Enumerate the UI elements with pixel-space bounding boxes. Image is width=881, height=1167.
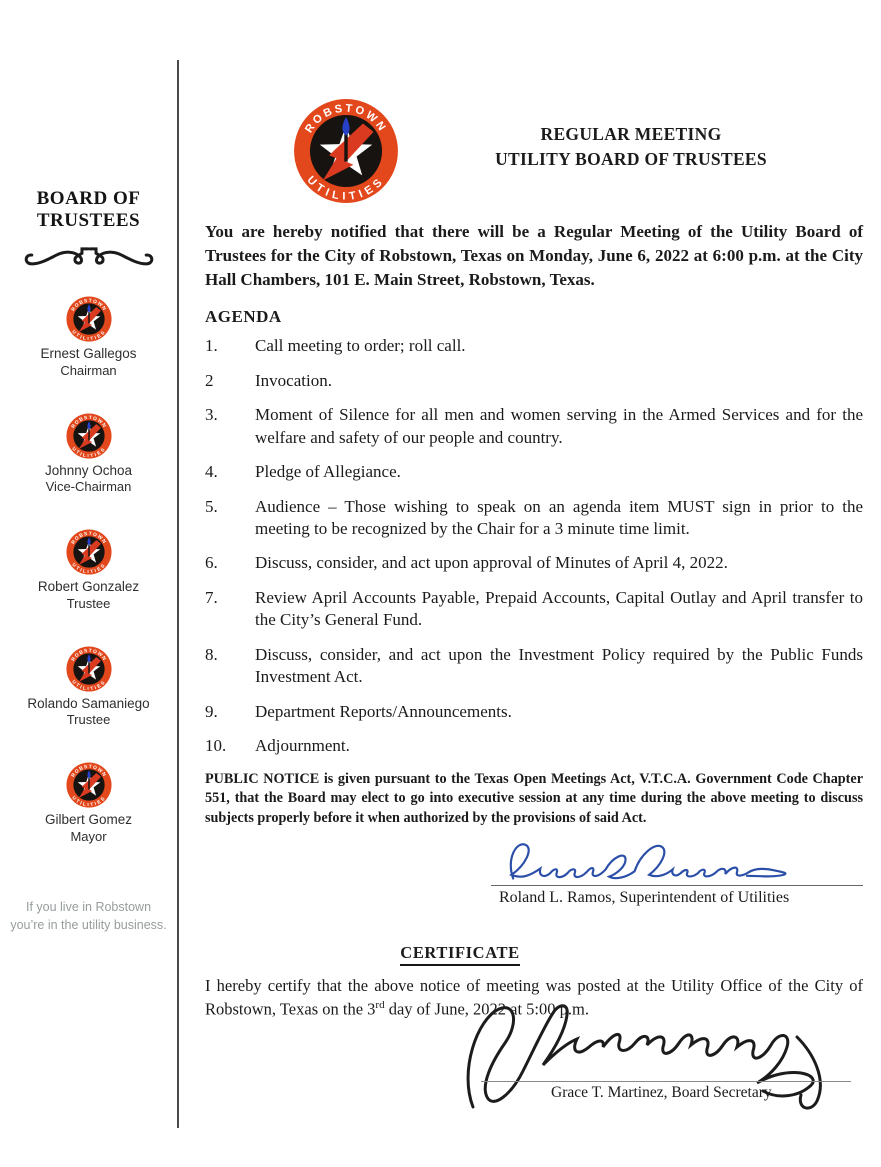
agenda-item [205,461,863,483]
secretary-signature-block [463,1005,863,1109]
page-title [399,98,863,171]
document-header [205,98,863,204]
robstown-utilities-logo-icon [293,98,399,204]
agenda-item-text: Audience – Those wishing to speak on an agenda item MUST sign in prior to the meeting to be recognized by the Chair for a 3 minute time limit. [255,496,863,538]
certificate-heading: CERTIFICATE [400,943,519,966]
trustee-name: Rolando Samaniego [27,695,150,711]
agenda-item [205,335,863,357]
agenda-item-text: Discuss, consider, and act upon the Investment Policy required by the Public Funds Investment Act. [255,644,863,687]
motto-line1: If you live in Robstown [25,900,152,914]
agenda-item-number: 1. [205,336,218,356]
agenda-item-number: 4. [205,462,218,482]
agenda-item-number: 8. [205,644,218,664]
agenda-item [205,735,863,757]
board-title: UTILITY BOARD OF TRUSTEES [495,148,767,169]
agenda-item-number: 5. [205,496,218,516]
signature-line [491,885,863,886]
sidebar-heading-line2: TRUSTEES [36,210,141,232]
agenda-item [205,587,863,632]
sidebar-motto [0,898,177,934]
agenda-heading: AGENDA [205,307,282,327]
agenda-item-number: 9. [205,701,218,721]
robstown-utilities-logo-icon [66,296,112,342]
notice-body [205,98,863,1109]
signature-line [481,1081,851,1082]
sidebar-heading-line1: BOARD OF [36,188,141,209]
agenda-item-number: 2 [205,370,214,390]
agenda-item-text: Invocation. [255,370,332,390]
motto-line2: you’re in the utility business. [10,918,167,933]
sidebar-heading [0,188,177,233]
superintendent-name-line: Roland L. Ramos, Superintendent of Utilities [499,889,790,907]
agenda-item [205,701,863,723]
vertical-divider [177,60,179,1128]
agenda-list [205,335,863,757]
certificate-text-part1: I hereby certify that the above notice of meeting was posted at the Utility Office of the City of Robstown, Texas on the 3 [205,976,863,1019]
agenda-item-text: Discuss, consider, and act upon approval of Minutes of April 4, 2022. [255,553,728,573]
agenda-item-number: 7. [205,587,218,607]
agenda-item-text: Pledge of Allegiance. [255,462,401,482]
agenda-item [205,404,863,449]
list-item-trustee [0,413,177,496]
agenda-item-text: Department Reports/Announcements. [255,701,512,721]
list-item-trustee [0,296,177,379]
robstown-utilities-logo-icon [66,529,112,575]
certificate-text-part2: day of June, 2022 at 5:00 p.m. [384,999,589,1019]
list-item-trustee [0,646,177,729]
trustee-title: Vice-Chairman [45,479,132,495]
superintendent-signature-block [491,839,863,921]
agenda-item-number: 3. [205,405,218,425]
meeting-notice-paragraph: You are hereby notified that there will be a Regular Meeting of the Utility Board of Trustees for the City of Robstown, Texas on Monday, June 6, 2022 at 6:00 p.m. at the City Hall Chambers, 101 E. Main Street, Robstown, Texas. [205,222,863,290]
trustee-title: Trustee [66,712,111,728]
agenda-item-text: Call meeting to order; roll call. [255,336,466,356]
trustee-name: Johnny Ochoa [44,462,133,478]
flourish-ornament-icon [23,241,155,273]
agenda-item [205,552,863,574]
public-notice-paragraph: PUBLIC NOTICE is given pursuant to the Texas Open Meetings Act, V.T.C.A. Government Code Chapter 551, that the Board may elect to go into executive session at any time during the above meeting to discuss subjects properly before it when authorized by the provisions of said Act. [205,770,863,827]
agenda-item-number: 6. [205,553,218,573]
agenda-item [205,370,863,392]
certificate-ordinal: rd [375,998,385,1011]
agenda-item-text: Adjournment. [255,736,350,756]
trustee-name: Ernest Gallegos [40,346,137,362]
robstown-utilities-logo-icon [66,762,112,808]
list-item-trustee [0,762,177,845]
trustee-title: Mayor [70,828,107,844]
trustee-title: Trustee [66,595,111,611]
list-item-trustee [0,529,177,612]
robstown-utilities-logo-icon [66,646,112,692]
trustee-list [0,296,177,845]
agenda-item [205,644,863,689]
trustee-name: Robert Gonzalez [37,579,140,595]
agenda-item [205,496,863,541]
trustee-title: Chairman [60,363,117,379]
robstown-utilities-logo-icon [66,413,112,459]
trustee-name: Gilbert Gomez [44,812,133,828]
sidebar-board-of-trustees [0,0,177,1167]
agenda-item-text: Review April Accounts Payable, Prepaid Accounts, Capital Outlay and April transfer to the City’s General Fund. [255,587,863,630]
secretary-name-line: Grace T. Martinez, Board Secretary [551,1084,772,1102]
meeting-type-title: REGULAR MEETING [540,124,722,144]
agenda-item-text: Moment of Silence for all men and women serving in the Armed Services and for the welfare and safety of our people and country. [255,405,863,447]
agenda-item-number: 10. [205,736,227,756]
